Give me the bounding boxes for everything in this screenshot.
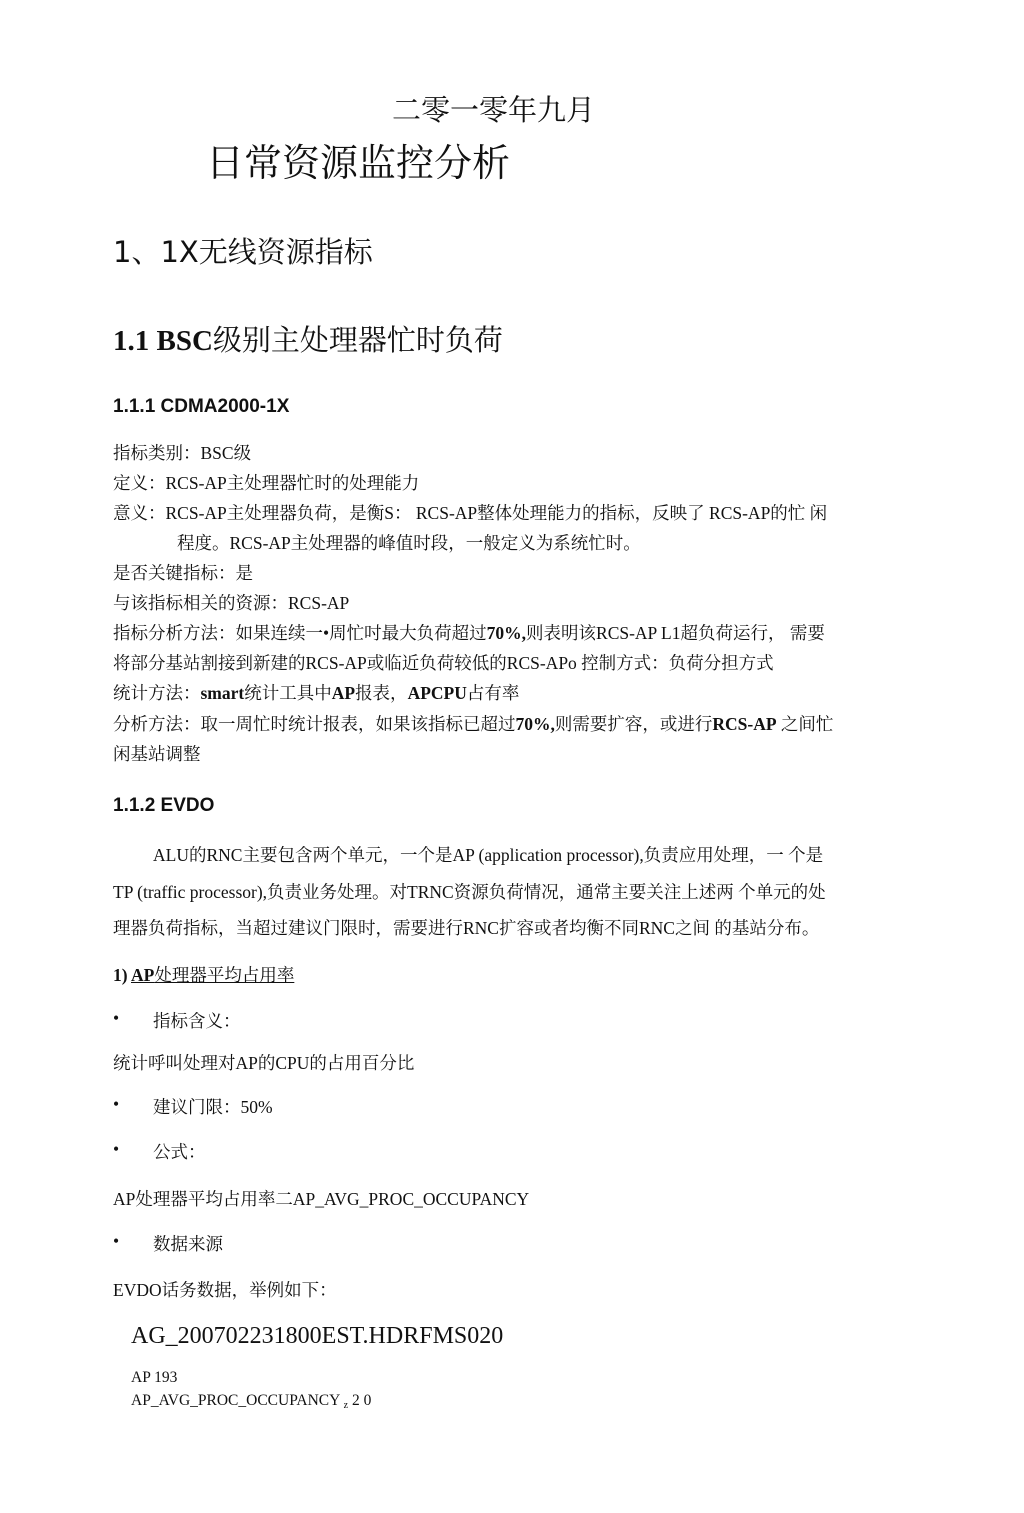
section-1-1-heading-text: 级别主处理器忙时负荷 bbox=[212, 323, 503, 357]
analysis-approach bbox=[113, 711, 833, 736]
analysis-approach-text-3: 之间忙 bbox=[776, 714, 834, 734]
bullet-2: • bbox=[113, 1094, 120, 1114]
statistics-text-3: 占有率 bbox=[466, 683, 520, 703]
section-1-1-number: 1.1 BSC bbox=[113, 325, 213, 357]
bullet-3: • bbox=[113, 1139, 120, 1159]
bullet-4-text: 数据来源 bbox=[153, 1234, 223, 1254]
evdo-paragraph-line-2: TP (traffic processor),负责业务处理。对TRNC资源负荷情况，通常主要关注上述两 个单元的处 bbox=[113, 882, 826, 902]
section-1-1-1-heading: 1.1.1 CDMA2000-1X bbox=[113, 396, 290, 417]
indicator-meaning: 意义：RCS-AP主处理器负荷，是衡S： RCS-AP整体处理能力的指标，反映了 RCS-AP的忙 闲 bbox=[113, 503, 828, 523]
evdo-paragraph-line-3: 理器负荷指标，当超过建议门限时，需要进行RNC扩容或者均衡不同RNC之间 的基站分布。 bbox=[113, 918, 820, 938]
document-title: 日常资源监控分析 bbox=[206, 141, 511, 185]
formula-text: AP处理器平均占用率二AP_AVG_PROC_OCCUPANCY bbox=[113, 1189, 530, 1209]
subsection-number: 1) bbox=[113, 965, 131, 985]
key-indicator: 是否关键指标：是 bbox=[113, 563, 253, 583]
subsection-title: 处理器平均占用率 bbox=[154, 965, 295, 985]
bullet-2-text: 建议门限：50% bbox=[153, 1097, 273, 1117]
section-1-1-heading bbox=[113, 318, 503, 359]
section-1-1-2-heading: 1.1.2 EVDO bbox=[113, 795, 215, 816]
example-subscript: z bbox=[343, 1400, 349, 1411]
analysis-method-text: 指标分析方法：如果连续一•周忙吋最大负荷超过 bbox=[113, 623, 487, 643]
bullet-1-text: 指标含义： bbox=[153, 1011, 241, 1031]
example-line-2 bbox=[131, 1392, 371, 1411]
related-resource: 与该指标相关的资源：RCS-AP bbox=[113, 593, 350, 613]
example-field: AP_AVG_PROC_OCCUPANCY bbox=[131, 1392, 340, 1409]
statistics-apcpu: APCPU bbox=[407, 683, 467, 703]
analysis-approach-text: 分析方法：取一周忙时统计报表，如果该指标已超过 bbox=[113, 714, 516, 734]
document-date: 二零一零年九月 bbox=[392, 93, 596, 127]
statistics-ap: AP bbox=[331, 683, 356, 703]
statistics-tool: smart bbox=[200, 683, 245, 703]
bullet-3-text: 公式： bbox=[153, 1142, 206, 1162]
statistics-text: 统计工具中 bbox=[244, 683, 332, 703]
data-source-text: EVDO话务数据，举例如下： bbox=[113, 1280, 337, 1300]
example-value: 2 0 bbox=[348, 1392, 372, 1409]
statistics-method bbox=[113, 680, 519, 705]
section-1-heading: 1、1X无线资源指标 bbox=[113, 235, 373, 269]
analysis-threshold: 70%, bbox=[486, 623, 527, 643]
bullet-4: • bbox=[113, 1231, 120, 1251]
example-filename: AG_200702231800EST.HDRFMS020 bbox=[131, 1323, 504, 1349]
subsection-ap: AP bbox=[131, 965, 155, 985]
example-line-1: AP 193 bbox=[131, 1369, 178, 1386]
analysis-method-cont: 将部分基站割接到新建的RCS-AP或临近负荷较低的RCS-APo 控制方式：负荷分担方式 bbox=[113, 653, 774, 673]
analysis-approach-rcs: RCS-AP bbox=[712, 714, 777, 734]
statistics-label: 统计方法： bbox=[113, 683, 201, 703]
analysis-method-text-2: 则表明该RCS-AP L1超负荷运行， 需要 bbox=[526, 623, 825, 643]
analysis-method bbox=[113, 620, 825, 645]
indicator-meaning-text: 统计呼叫处理对AP的CPU的占用百分比 bbox=[113, 1053, 415, 1073]
indicator-definition: 定义：RCS-AP主处理器忙时的处理能力 bbox=[113, 473, 420, 493]
bullet-1: • bbox=[113, 1008, 120, 1028]
evdo-paragraph-line-1: ALU的RNC主要包含两个单元，一个是AP (application processor),负责应用处理，一 个是 bbox=[153, 845, 824, 865]
indicator-category: 指标类别：BSC级 bbox=[113, 443, 252, 463]
subsection-ap-heading bbox=[113, 962, 294, 987]
statistics-text-2: 报表， bbox=[355, 683, 408, 703]
analysis-approach-text-2: 则需要扩容，或进行 bbox=[554, 714, 713, 734]
analysis-approach-cont: 闲基站调整 bbox=[113, 744, 201, 764]
analysis-approach-threshold: 70%, bbox=[515, 714, 555, 734]
indicator-meaning-cont: 程度。RCS-AP主处理器的峰值时段，一般定义为系统忙时。 bbox=[177, 533, 641, 553]
